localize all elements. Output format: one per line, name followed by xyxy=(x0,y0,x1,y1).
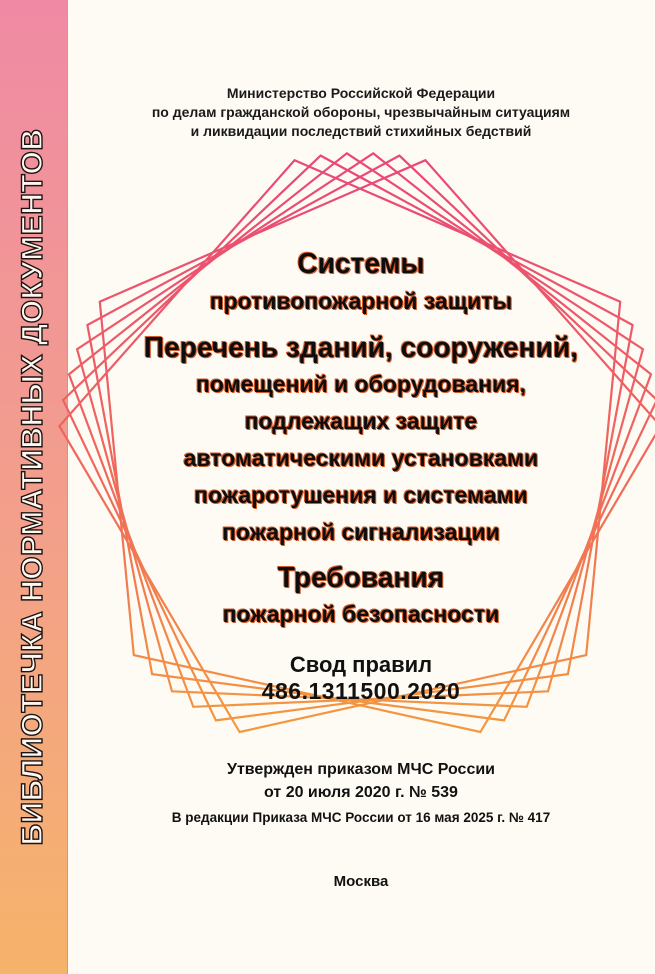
code-number: 486.1311500.2020 xyxy=(261,678,461,704)
ministry-line-2: по делам гражданской обороны, чрезвычайным ситуациям xyxy=(151,104,571,120)
title-requirements: Требования xyxy=(277,562,445,594)
series-title: БИБЛИОТЕЧКА НОРМАТИВНЫХ ДОКУМЕНТОВ xyxy=(16,128,49,846)
title-list-line-5: пожаротушения и системами xyxy=(194,482,528,508)
ministry-line-1: Министерство Российской Федерации xyxy=(226,85,496,101)
title-line-fire-protection: противопожарной защиты xyxy=(209,288,513,314)
ministry-line-3: и ликвидации последствий стихийных бедствий xyxy=(190,123,532,139)
title-list-line-3: подлежащих защите xyxy=(244,408,478,434)
approval-line-1: Утвержден приказом МЧС России xyxy=(226,761,496,778)
title-list-line-4: автоматическими установками xyxy=(183,445,539,471)
title-list-line-1: Перечень зданий, сооружений, xyxy=(143,332,579,364)
title-list-line-2: помещений и оборудования, xyxy=(195,371,527,397)
publication-city: Москва xyxy=(333,873,389,890)
code-label: Свод правил xyxy=(289,652,433,677)
pentagon-outline xyxy=(63,156,633,721)
title-line-systems: Системы xyxy=(297,248,425,280)
title-fire-safety: пожарной безопасности xyxy=(222,601,500,627)
pentagon-outline xyxy=(87,156,655,721)
title-list-line-6: пожарной сигнализации xyxy=(222,519,500,545)
edition-note: В редакции Приказа МЧС России от 16 мая 2025 г. № 417 xyxy=(171,810,551,825)
approval-line-2: от 20 июля 2020 г. № 539 xyxy=(264,784,458,801)
